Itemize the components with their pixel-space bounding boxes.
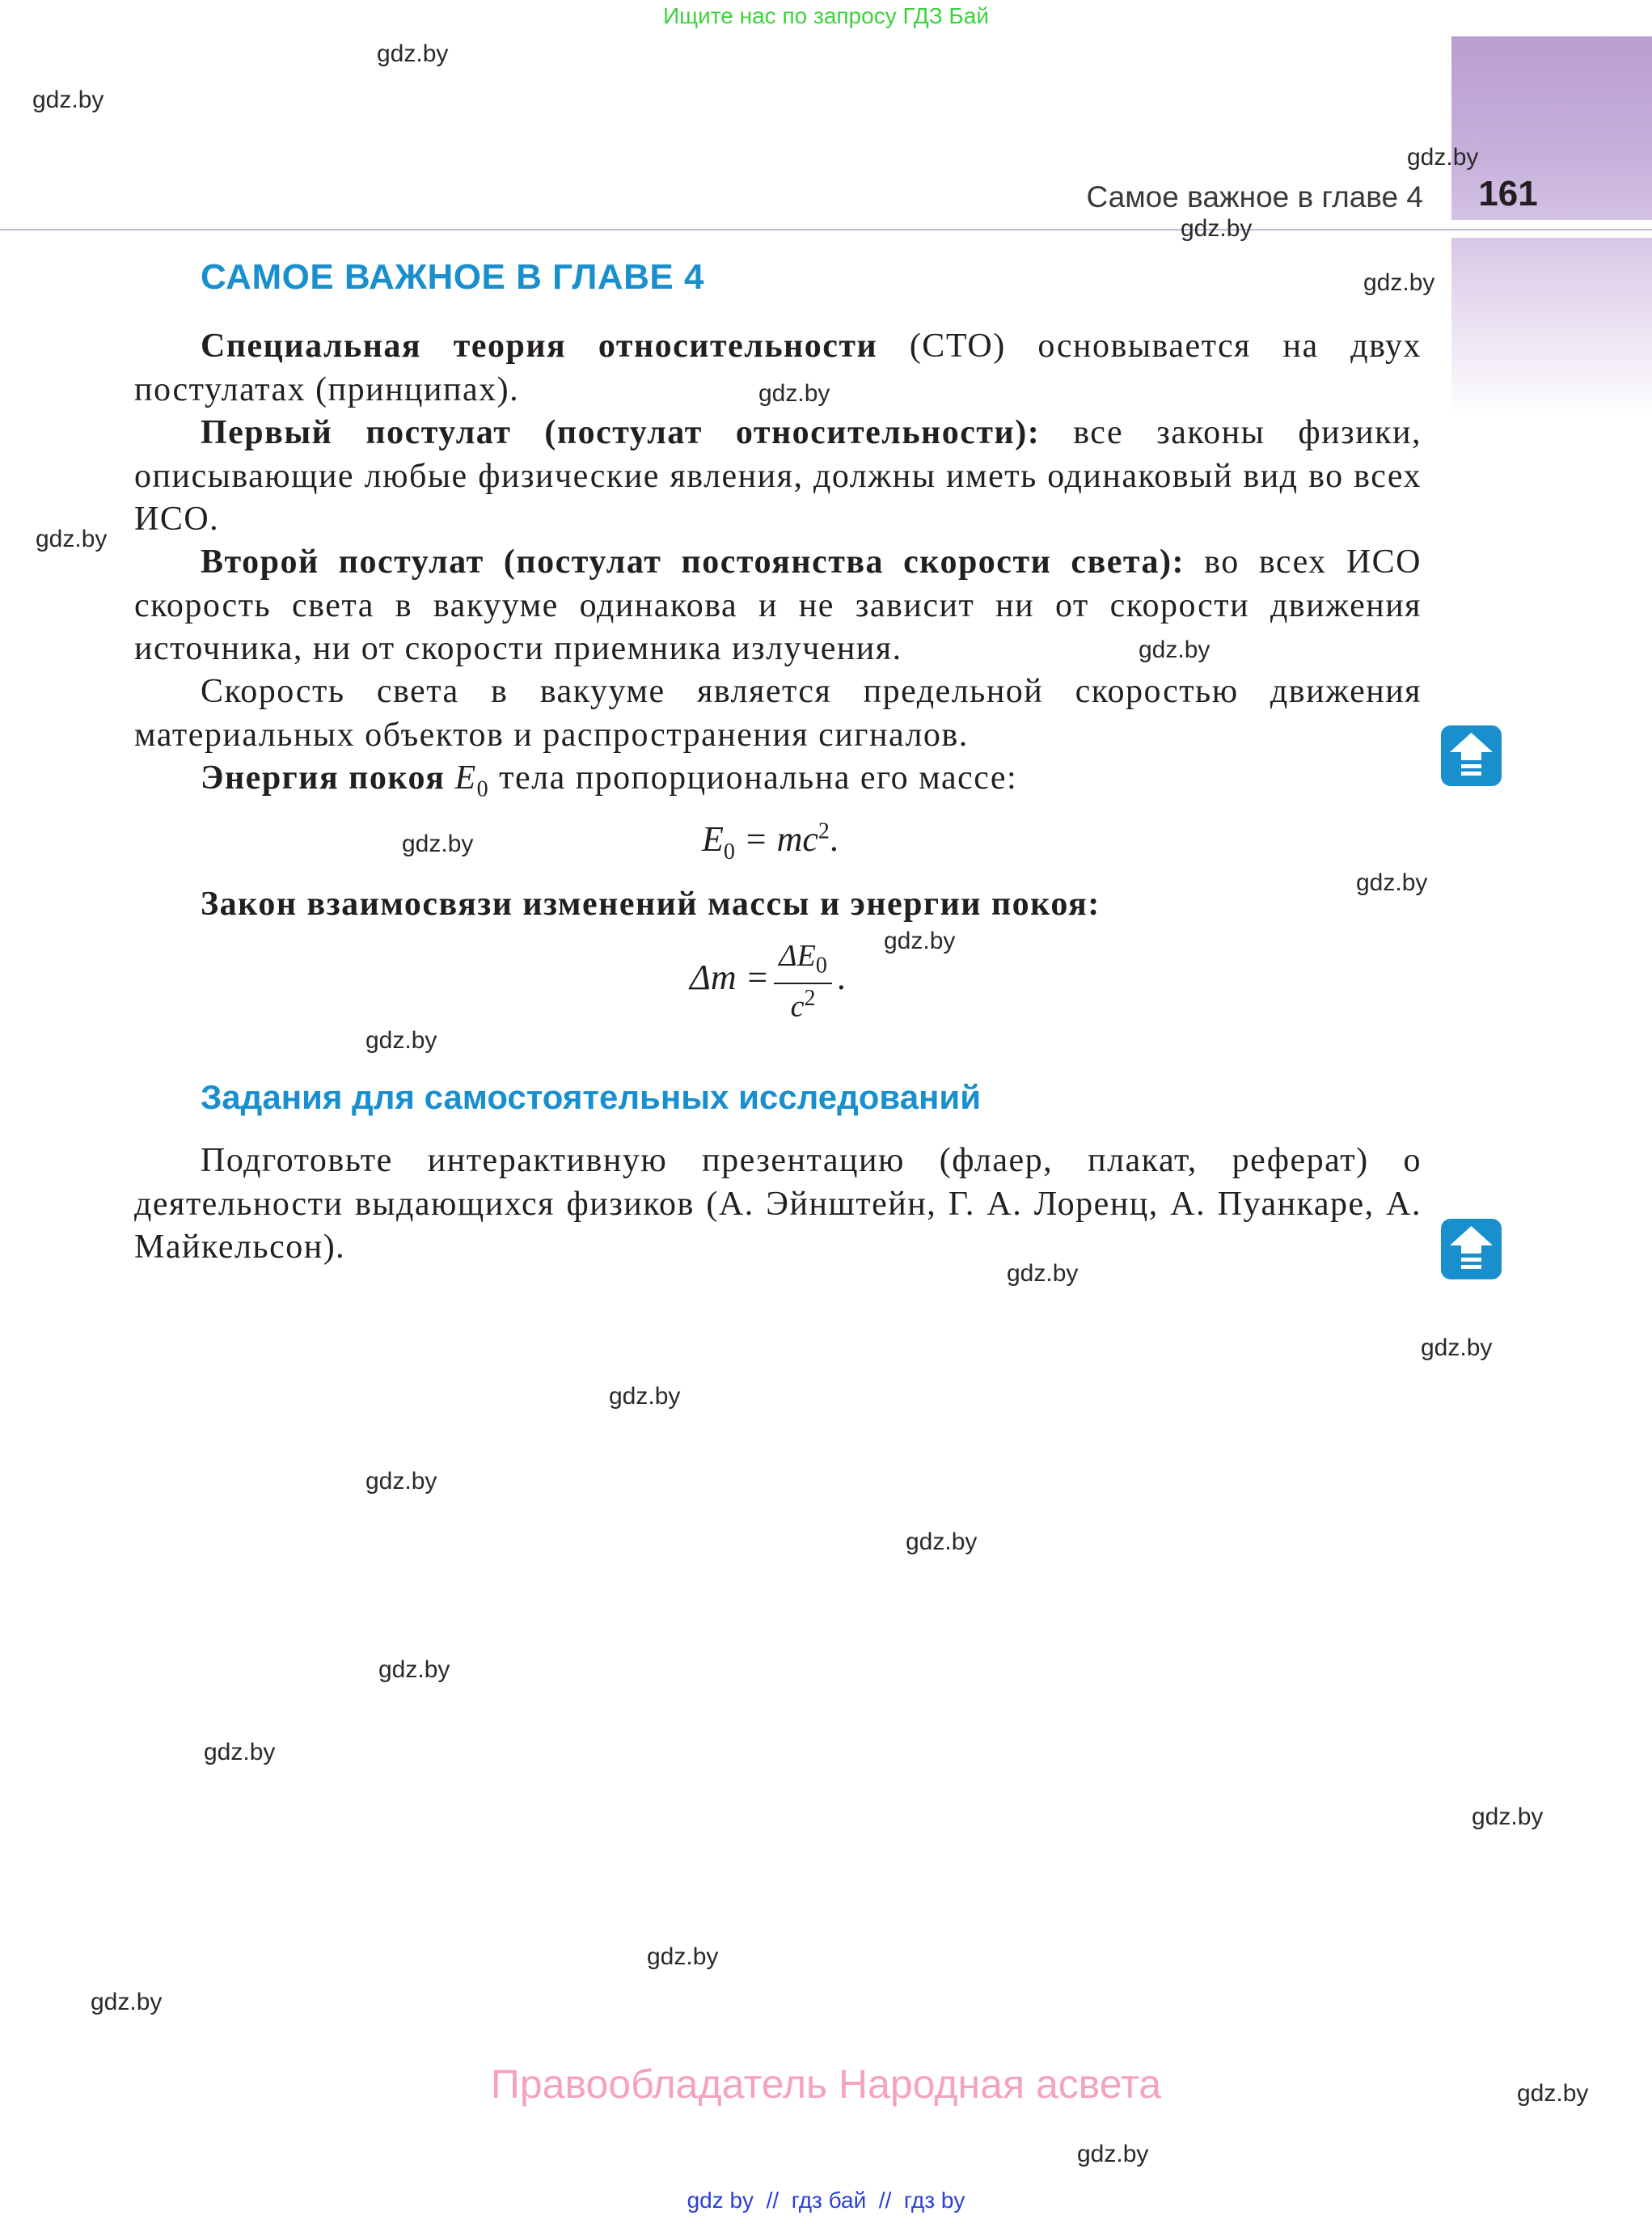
watermark: gdz.by: [758, 380, 830, 407]
paragraph-rest-energy: [134, 757, 1422, 811]
watermark: gdz.by: [1472, 1803, 1544, 1830]
term-sto: Специальная теория относительности: [201, 328, 878, 365]
watermark: gdz.by: [1077, 2141, 1149, 2167]
watermark: gdz.by: [91, 1989, 163, 2015]
watermark: gdz.by: [1363, 269, 1435, 296]
formula-mass-energy: Δm = $\frac{\Delta E_0}{c^2}$ .: [690, 939, 846, 1024]
watermark: gdz.by: [1421, 1334, 1493, 1361]
term-first-postulate: Первый постулат (постулат относительности):: [201, 414, 1041, 451]
term-second-postulate: Второй постулат (постулат постоянства скорости света):: [201, 543, 1185, 581]
watermark: gdz.by: [1181, 215, 1253, 242]
term-mass-energy-law: Закон взаимосвязи изменений массы и энергии покоя:: [201, 886, 1101, 923]
watermark: gdz.by: [906, 1528, 978, 1555]
page-number: 161: [1478, 174, 1538, 214]
paragraph-first-postulate: [134, 412, 1422, 542]
watermark: gdz.by: [1356, 869, 1428, 896]
term-rest-energy: Энергия покоя: [201, 759, 446, 797]
watermark: gdz.by: [32, 87, 104, 113]
paragraph-rest-energy-text: тела пропорциональна его массе:: [489, 759, 1018, 797]
watermark: gdz.by: [204, 1739, 276, 1765]
upload-arrow-icon[interactable]: [1441, 725, 1502, 786]
running-title: Самое важное в главе 4: [1086, 180, 1423, 214]
symbol-e0: $E_0$: [454, 759, 490, 802]
upload-arrow-icon[interactable]: [1441, 1219, 1502, 1279]
paragraph-first-postulate-text: все законы физики, описывающие любые физические явления, должны иметь одинаковый вид во всех ИСО.: [134, 414, 1422, 538]
paragraph-mass-energy-law: [134, 883, 1422, 927]
watermark: gdz.by: [1517, 2080, 1589, 2107]
tasks-title: Задания для самостоятельных исследований: [201, 1078, 982, 1116]
formula-rest-energy: $E_0 = mc^2$.: [702, 818, 839, 865]
copyright-notice: Правообладатель Народная асвета: [490, 2061, 1162, 2107]
footer-links[interactable]: gdz by // гдз бай // гдз by: [687, 2188, 965, 2213]
section-title: САМОЕ ВАЖНОЕ В ГЛАВЕ 4: [201, 257, 704, 297]
paragraph-second-postulate: [134, 541, 1422, 671]
watermark: gdz.by: [609, 1383, 681, 1410]
watermark: gdz.by: [647, 1943, 719, 1970]
watermark: gdz.by: [884, 928, 956, 954]
paragraph-second-postulate-text: во всех ИСО скорость света в вакууме одинакова и не зависит ни от скорости движения источника, ни от скорости приемника излучения.: [134, 543, 1422, 667]
watermark: gdz.by: [377, 40, 449, 67]
search-banner: Ищите нас по запросу ГДЗ Бай: [662, 3, 990, 28]
tasks-text: Подготовьте интерактивную презентацию (флаер, плакат, реферат) о деятельности выдающихся физиков (А. Эйнштейн, Г. А. Лоренц, А. Пуанкаре, А. Майкельсон).: [134, 1142, 1422, 1266]
watermark: gdz.by: [402, 831, 474, 857]
header-rule: [0, 229, 1652, 230]
watermark: gdz.by: [36, 526, 108, 552]
paragraph-sto-text: (СТО) основывается на двух постулатах (принципах).: [134, 328, 1422, 408]
watermark: gdz.by: [365, 1027, 437, 1054]
paragraph-light-speed: Скорость света в вакууме является предельной скоростью движения материальных объектов и распространения сигналов.: [134, 673, 1422, 754]
watermark: gdz.by: [365, 1468, 437, 1495]
watermark: gdz.by: [1007, 1260, 1079, 1287]
watermark: gdz.by: [1139, 636, 1210, 663]
watermark: gdz.by: [378, 1656, 450, 1683]
watermark: gdz.by: [1407, 144, 1479, 171]
